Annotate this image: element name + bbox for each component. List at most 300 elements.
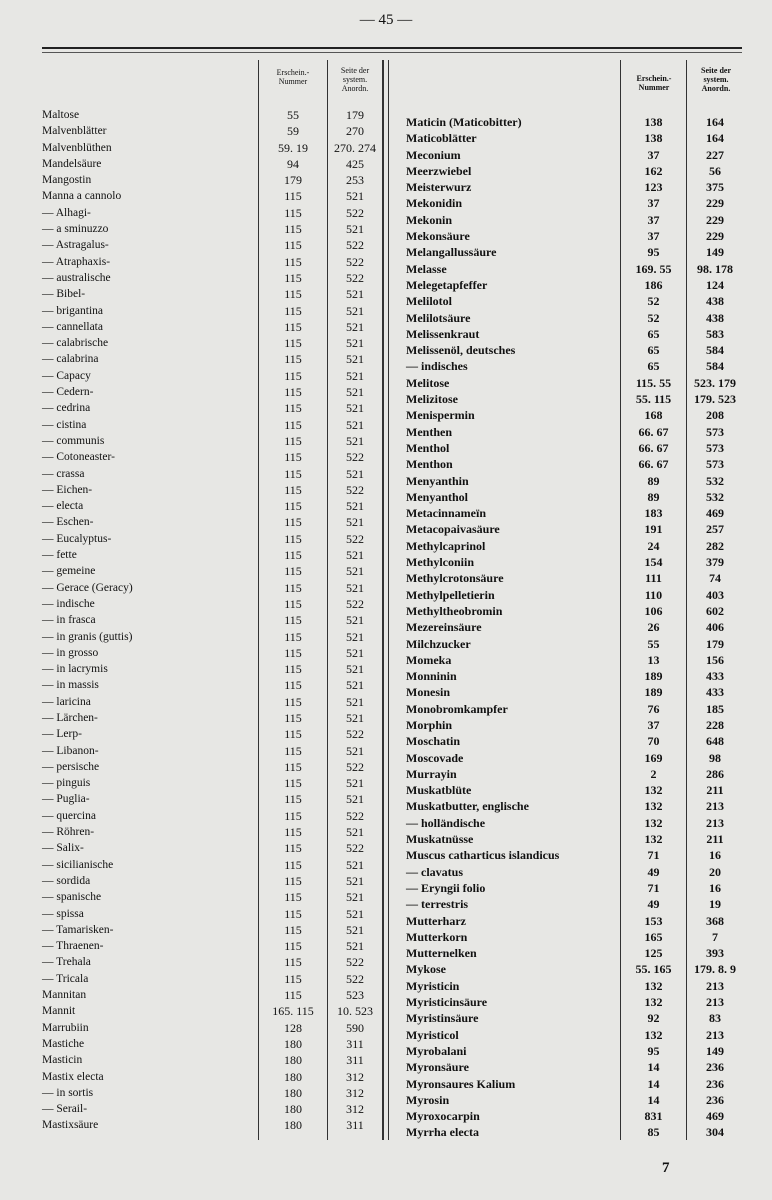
entry-erschein-number: 162 [644,163,663,178]
left-erschein-column [260,107,326,1134]
entry-seite-number: 208 [706,408,724,423]
entry-seite-number: 602 [706,603,724,618]
entry-erschein-number: 115 [284,906,302,921]
entry-seite-number: 179. 523 [694,392,736,407]
entry-name: Meisterwurz [406,180,472,195]
entry-name: Monobromkampfer [406,701,508,716]
entry-name: Mastixsäure [42,1119,99,1132]
entry-erschein-number: 831 [644,1109,663,1124]
entry-seite-number: 522 [346,482,364,497]
entry-name: Myristicinsäure [406,995,488,1010]
entry-name: — in grosso [42,646,99,659]
entry-erschein-number: 154 [644,555,663,570]
entry-erschein-number: 180 [284,1053,302,1068]
entry-seite-number: 521 [346,352,364,367]
entry-erschein-number: 183 [644,506,663,521]
entry-name: Methylpelletierin [406,587,495,602]
entry-seite-number: 521 [346,401,364,416]
entry-name: Melissenöl, deutsches [406,343,516,358]
entry-name: — Astragalus- [42,239,109,252]
entry-seite-number: 584 [706,359,724,374]
entry-name: Melilotol [406,294,452,309]
entry-name: Morphin [406,717,453,732]
entry-seite-number: 19 [709,897,721,912]
entry-seite-number: 521 [346,825,364,840]
entry-seite-number: 522 [346,727,364,742]
entry-name: Menyanthin [406,473,469,488]
entry-name: Menyanthol [406,489,469,504]
entry-seite-number: 164 [706,131,724,146]
entry-erschein-number: 180 [284,1085,302,1100]
entry-name: — clavatus [406,864,463,879]
right-erschein-column [622,114,685,1141]
entry-seite-number: 521 [346,564,364,579]
left-seite-header: Seite der system. Anordn. [340,66,370,93]
entry-seite-number: 425 [346,156,364,171]
entry-name: Metacopaivasäure [406,522,500,537]
entry-name: Milchzucker [406,636,471,651]
entry-seite-number: 521 [346,303,364,318]
entry-erschein-number: 115 [284,710,302,725]
entry-erschein-number: 115 [284,662,302,677]
entry-erschein-number: 66. 67 [638,457,669,472]
entry-seite-number: 521 [346,662,364,677]
entry-erschein-number: 115 [284,596,302,611]
entry-seite-number: 521 [346,368,364,383]
right-name-column [406,114,618,1141]
entry-name: Mekonidin [406,196,463,211]
entry-seite-number: 213 [706,815,724,830]
entry-name: Melizitose [406,392,458,407]
entry-erschein-number: 115 [284,205,302,220]
entry-name: Maticoblätter [406,131,477,146]
entry-seite-number: 521 [346,499,364,514]
entry-seite-number: 236 [706,1076,724,1091]
entry-seite-number: 213 [706,978,724,993]
entry-seite-number: 236 [706,1060,724,1075]
column-divider [382,60,384,1140]
entry-name: — Cedern- [42,386,94,399]
entry-name: Mekonin [406,212,453,227]
entry-name: Moschatin [406,734,460,749]
column-divider [327,60,328,1140]
entry-erschein-number: 115 [284,270,302,285]
entry-seite-number: 253 [346,173,364,188]
entry-seite-number: 179. 8. 9 [694,962,736,977]
entry-seite-number: 74 [709,571,721,586]
entry-seite-number: 229 [706,196,724,211]
entry-name: — in sortis [42,1086,94,1099]
right-seite-header: Seite der system. Anordn. [701,66,731,93]
entry-seite-number: 523. 179 [694,375,736,390]
entry-erschein-number: 180 [284,1118,302,1133]
entry-seite-number: 393 [706,946,724,961]
entry-name: — Cotoneaster- [42,451,115,464]
entry-name: Melegetapfeffer [406,277,488,292]
entry-seite-number: 521 [346,906,364,921]
entry-seite-number: 236 [706,1092,724,1107]
entry-name: Methylcaprinol [406,538,486,553]
entry-name: — Tamarisken- [42,923,114,936]
entry-erschein-number: 115 [284,385,302,400]
entry-name: — brigantina [42,304,103,317]
entry-name: Muskatnüsse [406,832,474,847]
entry-seite-number: 522 [346,759,364,774]
entry-erschein-number: 115 [284,401,302,416]
entry-erschein-number: 89 [647,473,660,488]
entry-seite-number: 648 [706,734,724,749]
entry-erschein-number: 132 [644,1027,663,1042]
entry-erschein-number: 66. 67 [638,440,669,455]
entry-seite-number: 521 [346,890,364,905]
entry-erschein-number: 123 [644,180,663,195]
entry-erschein-number: 115 [284,727,302,742]
entry-erschein-number: 95 [647,1043,660,1058]
entry-erschein-number: 70 [647,734,660,749]
top-rule-thin [42,52,742,53]
entry-name: Monninin [406,669,457,684]
entry-seite-number: 227 [706,147,724,162]
entry-name: Malvenblüthen [42,141,112,154]
entry-erschein-number: 49 [647,864,660,879]
entry-erschein-number: 115 [284,857,302,872]
entry-erschein-number: 180 [284,1069,302,1084]
entry-erschein-number: 55. 115 [635,392,672,407]
entry-seite-number: 573 [706,440,724,455]
entry-erschein-number: 26 [647,620,660,635]
entry-name: — Puglia- [42,793,90,806]
entry-name: Mangostin [42,174,92,187]
entry-seite-number: 521 [346,743,364,758]
entry-erschein-number: 115 [284,319,302,334]
entry-seite-number: 311 [346,1053,364,1068]
entry-seite-number: 379 [706,555,724,570]
entry-erschein-number: 49 [647,897,660,912]
entry-name: Menispermin [406,408,475,423]
entry-seite-number: 521 [346,222,364,237]
entry-name: Mezereinsäure [406,620,482,635]
entry-seite-number: 521 [346,336,364,351]
entry-name: — cannellata [42,320,103,333]
left-seite-column [329,107,381,1134]
entry-seite-number: 270. 274 [334,140,376,155]
entry-name: Myrosin [406,1092,450,1107]
entry-name: — in frasca [42,614,96,627]
entry-seite-number: 522 [346,254,364,269]
entry-seite-number: 521 [346,385,364,400]
entry-seite-number: 521 [346,922,364,937]
entry-seite-number: 375 [706,180,724,195]
entry-name: — terrestris [406,897,469,912]
entry-seite-number: 522 [346,955,364,970]
entry-name: — Libanon- [42,744,99,757]
entry-name: Moscovade [406,750,464,765]
entry-seite-number: 124 [706,277,724,292]
entry-name: — persische [42,760,100,773]
entry-seite-number: 270 [346,124,364,139]
entry-seite-number: 304 [706,1125,724,1140]
entry-seite-number: 522 [346,270,364,285]
entry-seite-number: 312 [346,1102,364,1117]
entry-erschein-number: 169. 55 [635,261,672,276]
entry-seite-number: 522 [346,808,364,823]
entry-erschein-number: 65 [647,343,660,358]
entry-erschein-number: 24 [647,538,660,553]
entry-erschein-number: 115 [284,955,302,970]
entry-erschein-number: 37 [647,196,660,211]
entry-name: Muskatblüte [406,783,472,798]
entry-seite-number: 368 [706,913,724,928]
entry-seite-number: 228 [706,717,724,732]
entry-seite-number: 83 [709,1011,721,1026]
entry-seite-number: 257 [706,522,724,537]
entry-erschein-number: 14 [647,1092,660,1107]
entry-name: — laricina [42,695,91,708]
entry-seite-number: 179 [346,108,364,122]
entry-seite-number: 7 [712,929,718,944]
entry-erschein-number: 115 [284,499,302,514]
entry-seite-number: 433 [706,669,724,684]
entry-erschein-number: 66. 67 [638,424,669,439]
entry-seite-number: 522 [346,238,364,253]
entry-seite-number: 312 [346,1085,364,1100]
entry-erschein-number: 115 [284,303,302,318]
entry-seite-number: 211 [706,783,724,798]
entry-seite-number: 521 [346,873,364,888]
entry-name: Mekonsäure [406,229,470,244]
entry-seite-number: 522 [346,205,364,220]
entry-seite-number: 521 [346,548,364,563]
entry-erschein-number: 37 [647,147,660,162]
entry-name: Menthol [406,440,450,455]
entry-name: — gemeine [42,565,96,578]
entry-name: Menthen [406,424,452,439]
entry-erschein-number: 115 [284,922,302,937]
entry-name: — Bibel- [42,288,86,301]
column-divider [686,60,687,1140]
entry-name: — in massis [42,679,99,692]
entry-name: — in lacrymis [42,663,108,676]
entry-name: Maticin (Maticobitter) [406,115,522,129]
entry-seite-number: 179 [706,636,724,651]
entry-erschein-number: 59. 19 [278,140,308,155]
entry-seite-number: 532 [706,489,724,504]
entry-seite-number: 311 [346,1036,364,1051]
entry-name: Melasse [406,261,447,276]
page-number: — 45 — [359,12,413,28]
entry-erschein-number: 106 [644,603,663,618]
entry-name: Myrobalani [406,1043,467,1058]
entry-erschein-number: 132 [644,832,663,847]
entry-seite-number: 156 [706,652,724,667]
entry-erschein-number: 180 [284,1102,302,1117]
entry-seite-number: 573 [706,424,724,439]
entry-name: Methylcrotonsäure [406,571,504,586]
entry-name: — Eucalyptus- [42,532,112,545]
entry-name: Melilotsäure [406,310,471,325]
entry-erschein-number: 55. 165 [635,962,672,977]
entry-seite-number: 469 [706,506,724,521]
entry-seite-number: 521 [346,613,364,628]
entry-erschein-number: 115 [284,515,302,530]
entry-erschein-number: 189 [644,685,663,700]
entry-seite-number: 438 [706,294,724,309]
entry-seite-number: 521 [346,466,364,481]
entry-name: Myristicin [406,978,460,993]
entry-erschein-number: 168 [644,408,663,423]
entry-erschein-number: 111 [645,571,662,586]
entry-name: — pinguis [42,777,91,790]
entry-name: — Lärchen- [42,711,98,724]
entry-erschein-number: 55 [647,636,660,651]
entry-erschein-number: 115 [284,222,302,237]
entry-erschein-number: 115 [284,988,302,1003]
entry-seite-number: 185 [706,701,724,716]
entry-seite-number: 521 [346,515,364,530]
entry-seite-number: 149 [706,245,724,260]
entry-name: — spanische [42,891,102,904]
entry-erschein-number: 115 [284,645,302,660]
entry-seite-number: 521 [346,433,364,448]
entry-seite-number: 211 [706,832,724,847]
entry-erschein-number: 76 [647,701,660,716]
entry-erschein-number: 180 [284,1036,302,1051]
entry-seite-number: 16 [709,848,721,863]
entry-erschein-number: 115 [284,450,302,465]
entry-seite-number: 213 [706,799,724,814]
entry-name: — Alhagi- [42,206,91,219]
entry-erschein-number: 115 [284,694,302,709]
entry-seite-number: 573 [706,457,724,472]
entry-seite-number: 312 [346,1069,364,1084]
entry-name: Menthon [406,457,453,472]
entry-erschein-number: 115 [284,254,302,269]
entry-erschein-number: 165 [644,929,663,944]
entry-erschein-number: 65 [647,359,660,374]
entry-name: — sordida [42,874,91,887]
entry-name: — quercina [42,809,96,822]
entry-name: — cedrina [42,402,91,415]
entry-name: Malvenblätter [42,125,107,138]
entry-name: — calabrina [42,353,99,366]
entry-name: Marrubiin [42,1021,89,1034]
entry-name: — Salix- [42,842,84,855]
entry-seite-number: 282 [706,538,724,553]
entry-name: — Trehala [42,956,91,969]
entry-seite-number: 98. 178 [697,261,733,276]
entry-erschein-number: 115 [284,825,302,840]
entry-seite-number: 286 [706,766,724,781]
entry-erschein-number: 59 [287,124,299,139]
entry-seite-number: 522 [346,531,364,546]
entry-name: Myrrha electa [406,1125,479,1140]
entry-seite-number: 403 [706,587,724,602]
entry-name: — Gerace (Geracy) [42,581,133,594]
entry-seite-number: 521 [346,694,364,709]
entry-name: Myronsaures Kalium [406,1076,516,1091]
entry-name: — a sminuzzo [42,223,109,236]
entry-erschein-number: 115 [284,466,302,481]
entry-erschein-number: 169 [644,750,663,765]
entry-seite-number: 433 [706,685,724,700]
entry-name: Maltose [42,109,80,121]
entry-erschein-number: 115 [284,417,302,432]
entry-name: Metacinnameïn [406,506,486,521]
entry-erschein-number: 115. 55 [635,375,672,390]
entry-erschein-number: 37 [647,212,660,227]
entry-erschein-number: 92 [647,1011,660,1026]
entry-name: Myristicol [406,1027,459,1042]
left-erschein-header: Erschein.- Nummer [276,68,310,86]
entry-seite-number: 438 [706,310,724,325]
entry-seite-number: 20 [709,864,721,879]
entry-erschein-number: 115 [284,743,302,758]
entry-name: Murrayin [406,766,457,781]
entry-seite-number: 164 [706,115,724,129]
entry-seite-number: 521 [346,287,364,302]
entry-erschein-number: 115 [284,352,302,367]
entry-name: — indische [42,597,95,610]
entry-seite-number: 522 [346,596,364,611]
entry-name: — crassa [42,467,85,480]
entry-erschein-number: 85 [647,1125,660,1140]
entry-name: Mykose [406,962,446,977]
entry-seite-number: 10. 523 [337,1004,373,1019]
entry-name: — electa [42,500,84,513]
entry-erschein-number: 132 [644,815,663,830]
entry-erschein-number: 115 [284,629,302,644]
entry-erschein-number: 153 [644,913,663,928]
entry-erschein-number: 14 [647,1076,660,1091]
entry-seite-number: 149 [706,1043,724,1058]
signature-mark: 7 [662,1160,670,1176]
left-name-column [42,107,256,1134]
entry-erschein-number: 115 [284,287,302,302]
entry-erschein-number: 132 [644,995,663,1010]
entry-seite-number: 584 [706,343,724,358]
entry-name: Masticin [42,1054,83,1067]
entry-seite-number: 523 [346,988,364,1003]
entry-seite-number: 406 [706,620,724,635]
entry-seite-number: 213 [706,995,724,1010]
entry-name: — Eichen- [42,483,93,496]
entry-erschein-number: 115 [284,808,302,823]
entry-name: Methylconiin [406,555,474,570]
entry-erschein-number: 94 [287,156,299,171]
entry-seite-number: 229 [706,212,724,227]
entry-erschein-number: 55 [287,108,299,122]
entry-erschein-number: 115 [284,564,302,579]
column-divider [258,60,259,1140]
entry-erschein-number: 115 [284,678,302,693]
entry-seite-number: 469 [706,1109,724,1124]
entry-seite-number: 521 [346,580,364,595]
entry-seite-number: 229 [706,229,724,244]
entry-erschein-number: 132 [644,978,663,993]
entry-erschein-number: 189 [644,669,663,684]
entry-name: — indisches [406,359,468,374]
entry-erschein-number: 186 [644,277,663,292]
entry-erschein-number: 138 [644,115,663,129]
entry-erschein-number: 115 [284,759,302,774]
entry-seite-number: 521 [346,645,364,660]
entry-erschein-number: 165. 115 [272,1004,314,1019]
entry-name: Melitose [406,375,450,390]
entry-name: — spissa [42,907,84,920]
entry-seite-number: 532 [706,473,724,488]
entry-name: — holländische [406,815,486,830]
entry-name: Meerzwiebel [406,163,472,178]
